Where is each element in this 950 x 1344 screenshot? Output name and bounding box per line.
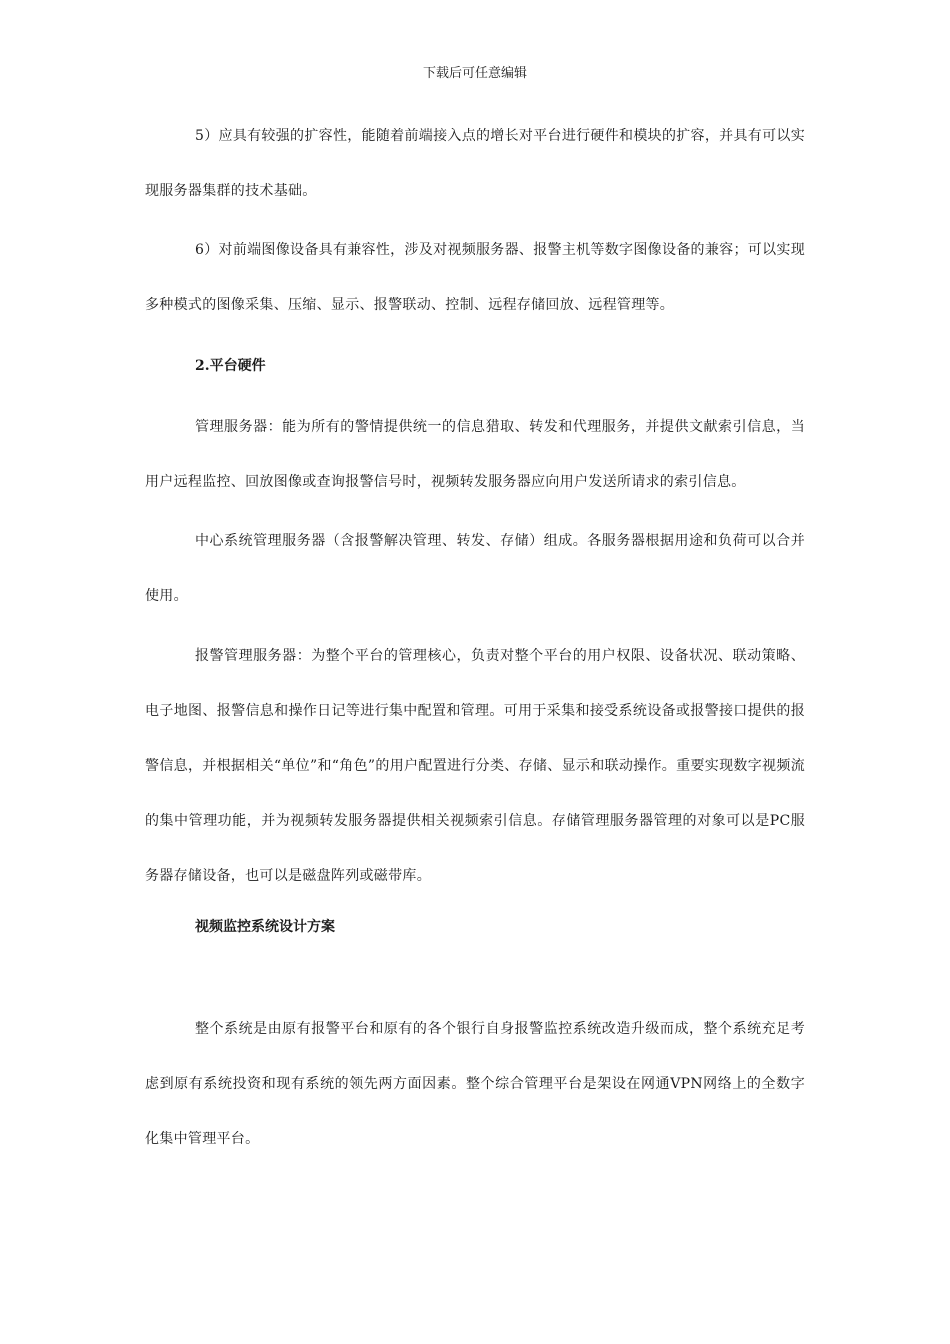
paragraph-scalability: 5）应具有较强的扩容性，能随着前端接入点的增长对平台进行硬件和模块的扩容，并具有可以实现服务器集群的技术基础。 (145, 128, 805, 199)
paragraph-system-overview: 整个系统是由原有报警平台和原有的各个银行自身报警监控系统改造升级而成，整个系统充足考虑到原有系统投资和现有系统的领先两方面因素。整个综合管理平台是架设在网通VPN网络上的全数字化集中管理平台。 (145, 1021, 805, 1147)
paragraph-alarm-management-server: 报警管理服务器：为整个平台的管理核心，负责对整个平台的用户权限、设备状况、联动策略、电子地图、报警信息和操作日记等进行集中配置和管理。可用于采集和接受系统设备或报警接口提供的报警信息，并根据相关“单位”和“角色”的用户配置进行分类、存储、显示和联动操作。重要实现数字视频流的集中管理功能，并为视频转发服务器提供相关视频索引信息。存储管理服务器管理的对象可以是PC服务器存储设备，也可以是磁盘阵列或磁带库。 (145, 648, 805, 884)
paragraph-compatibility: 6）对前端图像设备具有兼容性，涉及对视频服务器、报警主机等数字图像设备的兼容；可以实现多种模式的图像采集、压缩、显示、报警联动、控制、远程存储回放、远程管理等。 (145, 242, 805, 313)
page-header: 下载后可任意编辑 (422, 66, 527, 81)
heading-platform-hardware: 2.平台硬件 (195, 358, 266, 374)
paragraph-management-server: 管理服务器：能为所有的警情提供统一的信息猎取、转发和代理服务，并提供文献索引信息，当用户远程监控、回放图像或查询报警信号时，视频转发服务器应向用户发送所请求的索引信息。 (145, 419, 805, 490)
paragraph-central-system-server: 中心系统管理服务器（含报警解决管理、转发、存储）组成。各服务器根据用途和负荷可以合并使用。 (145, 533, 805, 604)
heading-video-surveillance-design: 视频监控系统设计方案 (195, 919, 335, 935)
